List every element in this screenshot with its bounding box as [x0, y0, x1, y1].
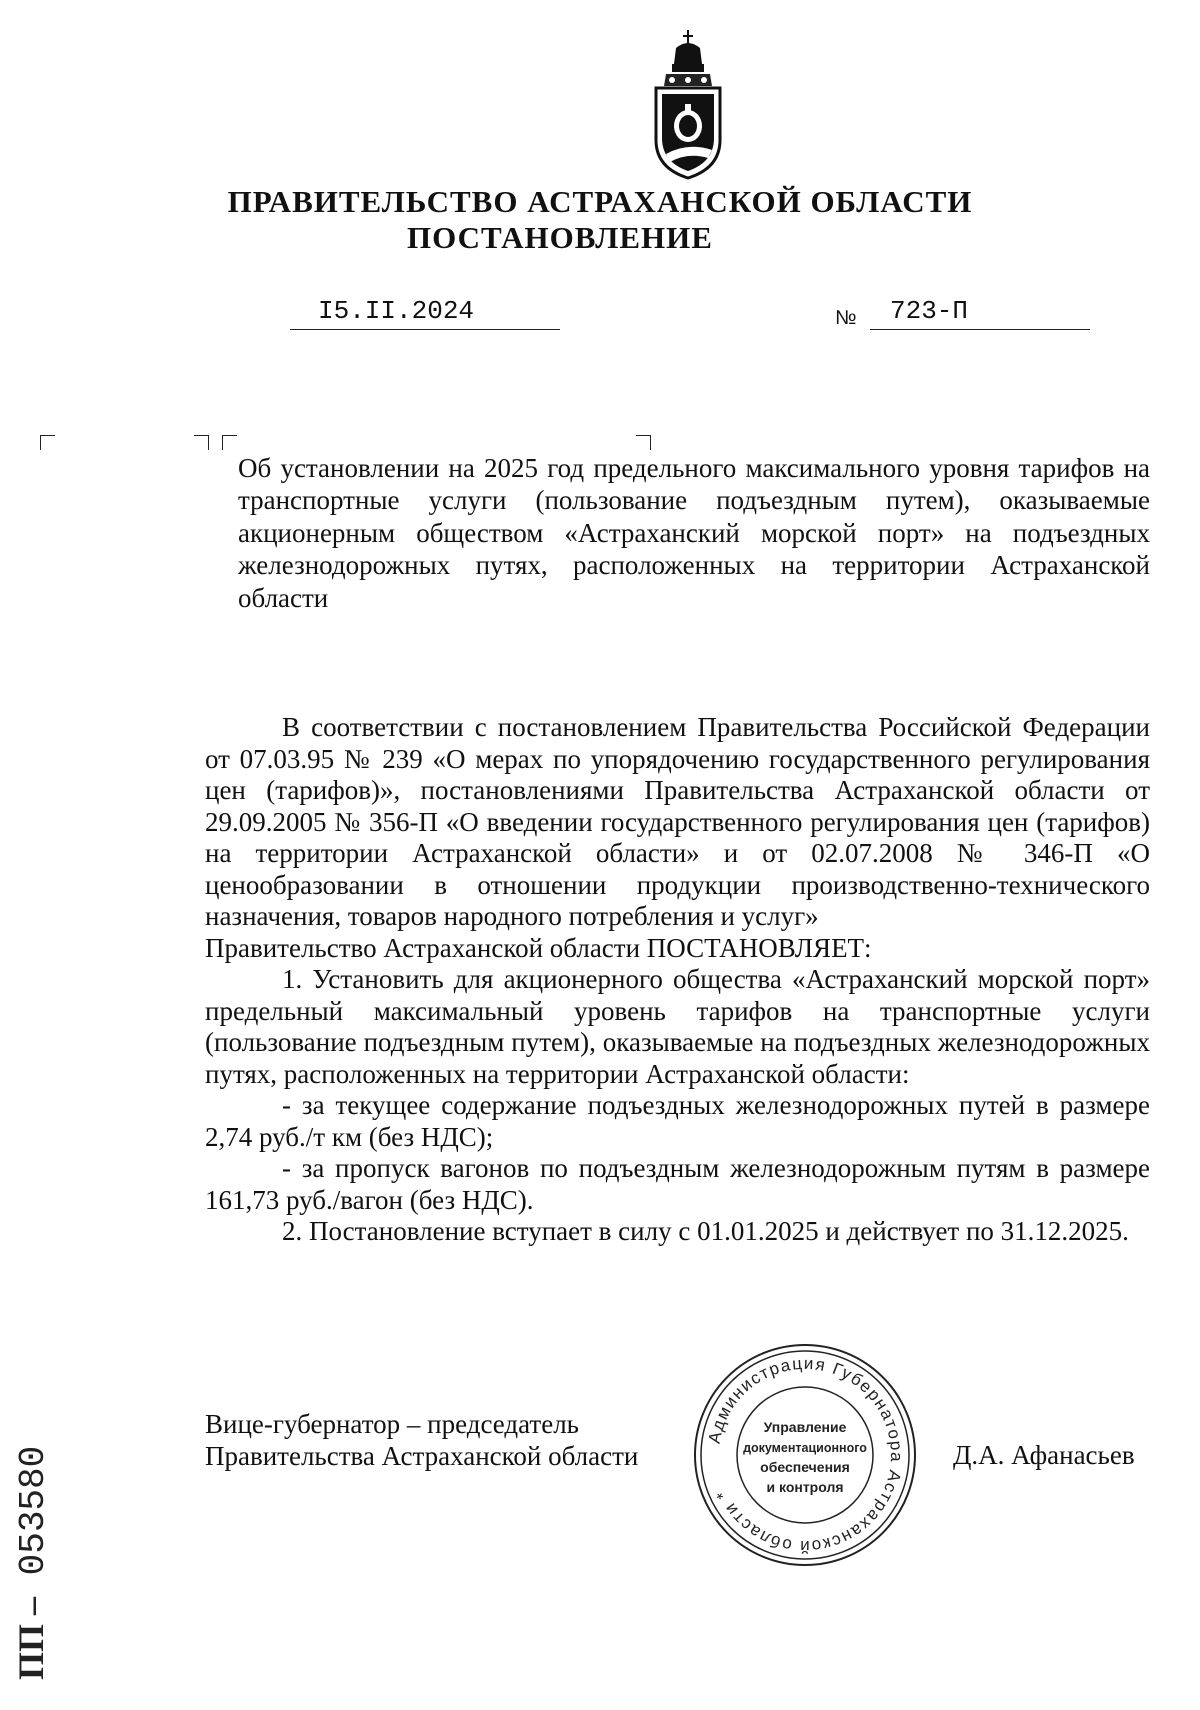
stamp-center-line: и контроля [766, 1479, 844, 1495]
signatory-position-line: Правительства Астраханской области [205, 1441, 639, 1471]
document-subject: Об установлении на 2025 год предельного максимального уровня тарифов на транспортные услуги (пользование подъездным путем), оказываемые акционерным обществом «Астраханский морской порт» на подъездных железнодорожных путях, расположенных на территории Астраханской области [238, 453, 1150, 613]
preamble-paragraph: В соответствии с постановлением Правительства Российской Федерации от 07.03.95 № 239 «О мерах по упорядочению государственного регулирования цен (тарифов)», постановлениями Правительства Астраханской области от 29.09.2005 № 356-П «О введении государственного регулирования цен (тарифов) на территории Астраханской области» и от 02.07.2008 № 346-П «О ценообразовании в отношении продукции производственно-технического назначения, товаров народного потребления и услуг» [205, 712, 1150, 931]
document-type-title: ПОСТАНОВЛЕНИЕ [407, 220, 713, 255]
stamp-center-line: Управление [763, 1419, 847, 1435]
official-stamp [690, 1340, 920, 1570]
item-1-tariff-b: - за пропуск вагонов по подъездным железнодорожным путям в размере 161,73 руб./вагон (без НДС). [205, 1153, 1150, 1215]
document-body [205, 712, 1150, 1248]
number-sign: № [835, 307, 857, 329]
document-number: 723-П [870, 296, 1090, 330]
organization-title: ПРАВИТЕЛЬСТВО АСТРАХАНСКОЙ ОБЛАСТИ [227, 184, 973, 219]
corner-mark [194, 435, 209, 450]
signatory-position [205, 1408, 638, 1472]
corner-mark [636, 435, 651, 450]
resolves-line: Правительство Астраханской области ПОСТАНОВЛЯЕТ: [205, 932, 872, 963]
coat-of-arms-emblem [646, 30, 730, 180]
corner-mark [40, 435, 55, 450]
corner-mark [222, 435, 237, 450]
item-1-tariff-a: - за текущее содержание подъездных железнодорожных путей в размере 2,74 руб./т км (без НДС); [205, 1090, 1150, 1152]
stamp-center-line: обеспечения [760, 1459, 850, 1475]
document-date: I5.II.2024 [290, 296, 560, 330]
serial-prefix: ПП – [11, 1596, 51, 1680]
stamp-center-line: документационного [743, 1441, 867, 1455]
item-1-paragraph: 1. Установить для акционерного общества «Астраханский морской порт» предельный максимальный уровень тарифов на транспортные услуги (пользование подъездным путем), оказываемые на подъездных железнодорожных путях, расположенных на территории Астраханской области: [205, 964, 1150, 1089]
signatory-position-line: Вице-губернатор – председатель [205, 1409, 579, 1439]
form-serial-number [10, 1446, 54, 1680]
item-2-paragraph: 2. Постановление вступает в силу с 01.01.2025 и действует по 31.12.2025. [282, 1216, 1129, 1246]
stamp-ring-text: Администрация Губернатора Астраханской области * [704, 1353, 907, 1557]
signatory-name: Д.А. Афанасьев [953, 1440, 1135, 1470]
serial-number: 053580 [13, 1445, 54, 1576]
